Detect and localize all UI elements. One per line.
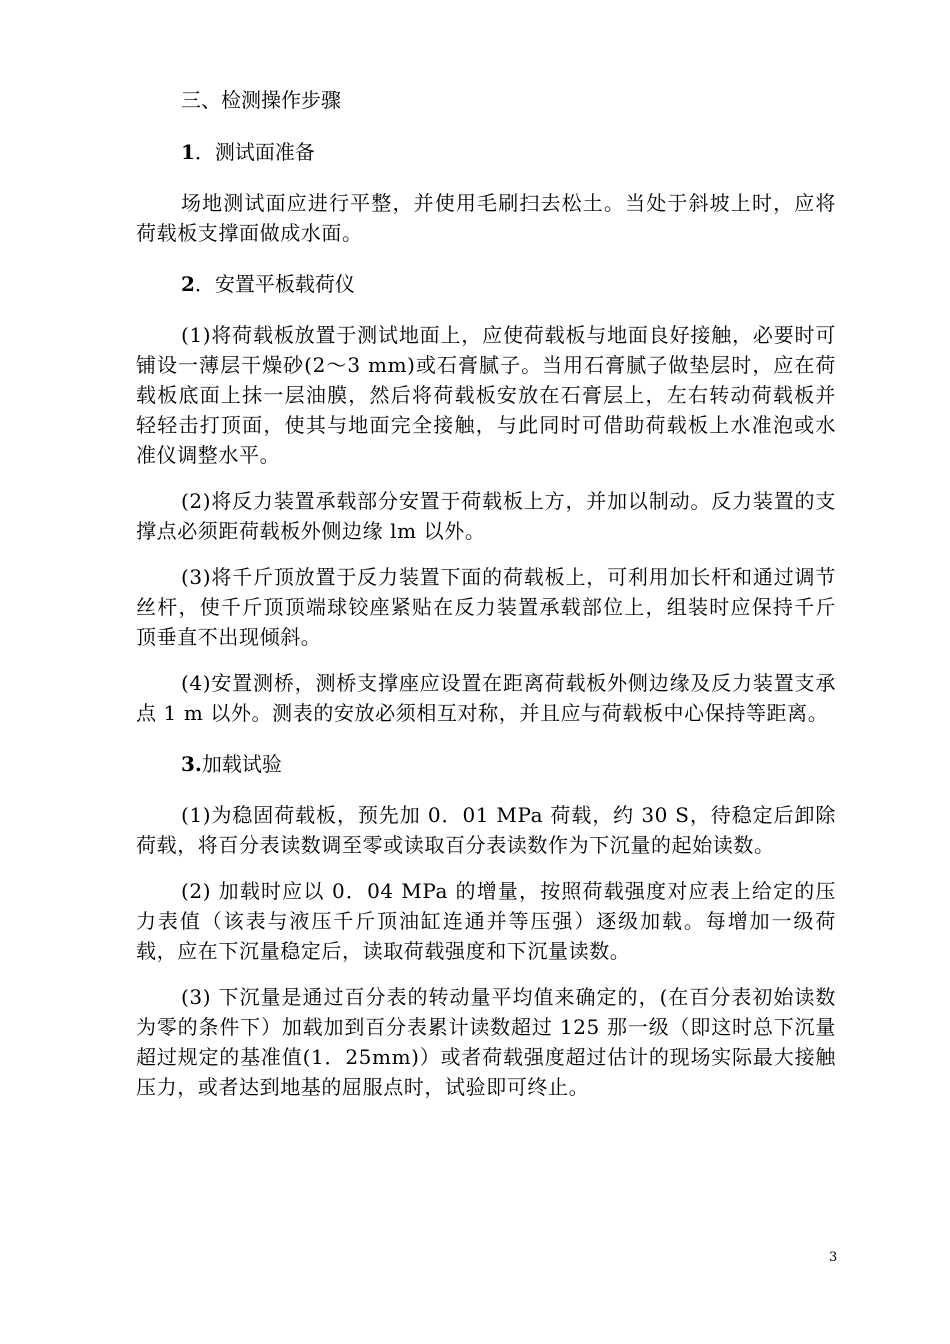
step2-item-4: (4)安置测桥，测桥支撑座应设置在距离荷载板外侧边缘及反力装置支承点 1 m 以外。测表的安放必须相互对称，并且应与荷载板中心保持等距离。: [136, 671, 836, 725]
step3-heading: [136, 748, 836, 780]
step2-number: 2: [181, 272, 195, 296]
step3-number: 3.: [181, 752, 202, 776]
section-title: 三、检测操作步骤: [181, 88, 341, 112]
step2-item-3: (3)将千斤顶放置于反力装置下面的荷载板上，可利用加长杆和通过调节丝杆，使千斤顶顶端球铰座紧贴在反力装置承载部位上，组装时应保持千斤顶垂直不出现倾斜。: [136, 565, 836, 649]
page-number: 3: [829, 1250, 838, 1265]
step1-number: 1: [181, 140, 195, 164]
step2-item-1: (1)将荷载板放置于测试地面上，应使荷载板与地面良好接触，必要时可铺设一薄层干燥砂(2～3 mm)或石膏腻子。当用石膏腻子做垫层时，应在荷载板底面上抹一层油膜，然后将荷载板安放在石膏层上，左右转动荷载板并轻轻击打顶面，使其与地面完全接触，与此同时可借助荷载板上水准泡或水准仪调整水平。: [136, 323, 836, 467]
step3-item-1: (1)为稳固荷载板，预先加 0．01 MPa 荷载，约 30 S，待稳定后卸除荷载，将百分表读数调至零或读取百分表读数作为下沉量的起始读数。: [136, 803, 836, 857]
step1-heading: [136, 136, 836, 168]
page-content: [136, 84, 836, 1102]
step2-title: ．安置平板载荷仪: [194, 272, 355, 296]
step3-title: 加载试验: [201, 752, 282, 776]
step1-title: ．测试面准备: [194, 140, 315, 164]
step3-item-2: (2) 加载时应以 0．04 MPa 的增量，按照荷载强度对应表上给定的压力表值（该表与液压千斤顶油缸连通并等压强）逐级加载。每增加一级荷载，应在下沉量稳定后，读取荷载强度和下沉量读数。: [136, 879, 836, 963]
step3-item-3: (3) 下沉量是通过百分表的转动量平均值来确定的，(在百分表初始读数为零的条件下）加载加到百分表累计读数超过 125 那一级（即这时总下沉量超过规定的基准值(1．25mm)）或者荷载强度超过估计的现场实际最大接触压力，或者达到地基的屈服点时，试验即可终止。: [136, 985, 836, 1099]
step2-item-2: (2)将反力装置承载部分安置于荷载板上方，并加以制动。反力装置的支撑点必须距荷载板外侧边缘 lm 以外。: [136, 489, 836, 543]
step2-heading: [136, 268, 836, 300]
step1-paragraph: 场地测试面应进行平整，并使用毛刷扫去松土。当处于斜坡上时，应将荷载板支撑面做成水面。: [136, 191, 836, 245]
